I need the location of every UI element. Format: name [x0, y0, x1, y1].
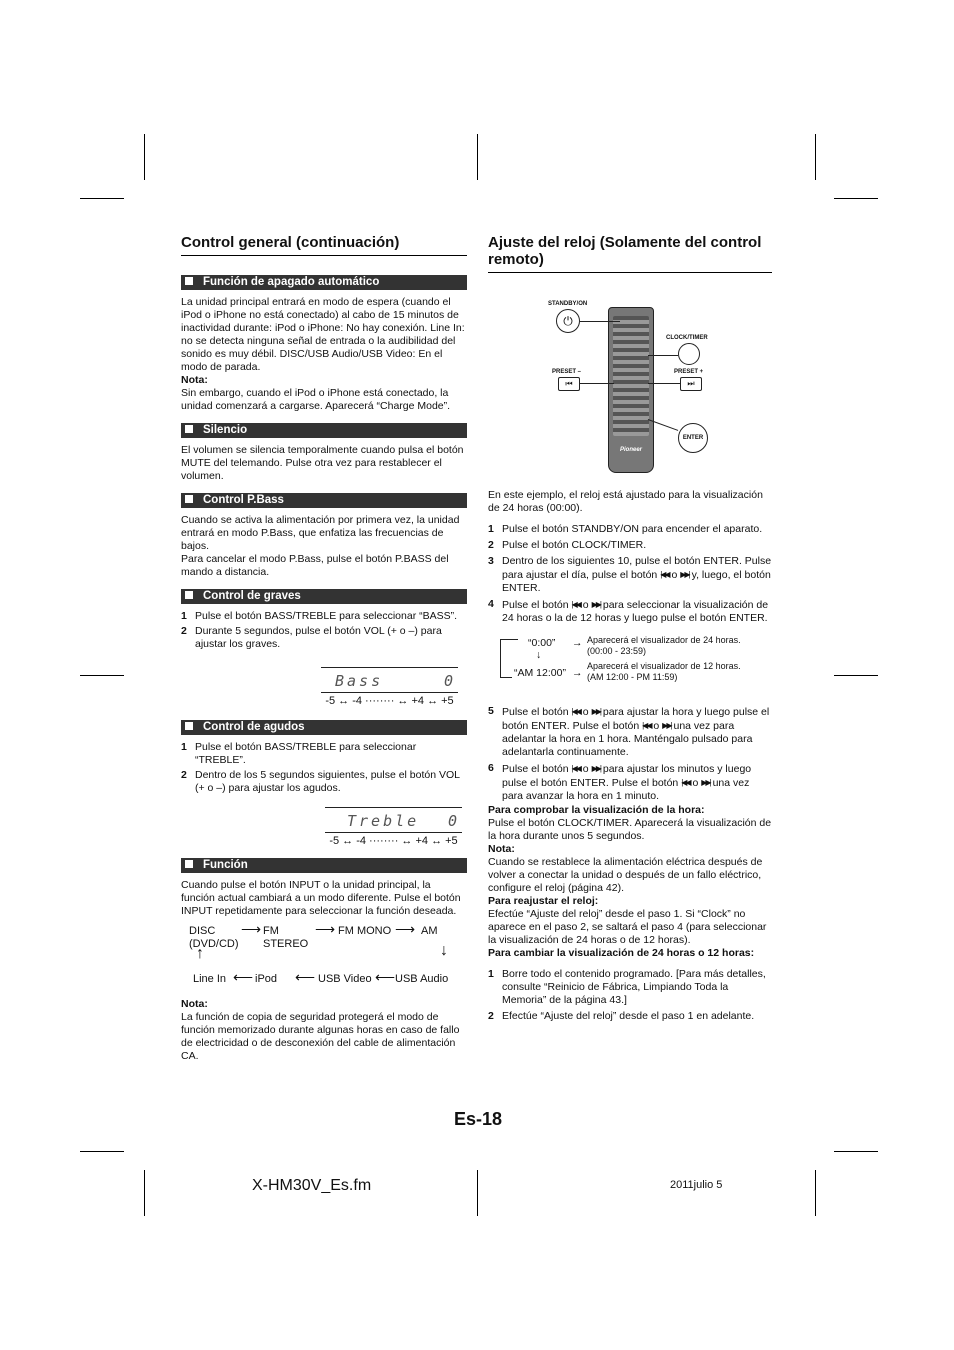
bass-step-2: 2 Durante 5 segundos, pulse el botón VOL (+ o –) para ajustar los graves. [181, 625, 442, 650]
brand-logo: Pioneer [619, 447, 642, 453]
treble-header: Control de agudos [181, 720, 467, 735]
flow-disc: DISC [189, 925, 216, 937]
arrow-down-icon: ↓ [536, 649, 542, 661]
skip-forward-button[interactable]: ⏭ [680, 377, 702, 391]
arrow-left-icon: ⟵ [375, 969, 396, 985]
format-12h-range: (AM 12:00 - PM 11:59) [587, 672, 678, 682]
arrow-left-icon: ⟵ [233, 969, 254, 985]
display-format-diagram [488, 633, 772, 695]
reset-body: Efectúe “Ajuste del reloj” desde el paso 1. Si “Clock” no aparece en el paso 2, se saltará el paso 4 (para seleccionar la visualización de 24 horas o de 12 horas). [488, 908, 767, 946]
treble-scale: -5 ↔ -4 ········ ↔ +4 ↔ +5 [329, 835, 458, 847]
check-label: Para comprobar la visualización de la hora: [488, 804, 705, 816]
crop-mark [144, 134, 145, 180]
flow-linein: Line In [193, 973, 227, 985]
clock-note: Cuando se restablece la alimentación eléctrica después de volver a conectar la unidad o después de un fallo eléctrico, configure el reloj (página 42). [488, 856, 763, 894]
section-title: Ajuste del reloj (Solamente del control remoto) [488, 234, 772, 273]
remote-illustration [488, 299, 772, 479]
pbass-body-2: Para cancelar el modo P.Bass, pulse el botón P.BASS del mando a distancia. [181, 553, 449, 578]
crop-mark [80, 198, 124, 199]
treble-step-2: 2 Dentro de los 5 segundos siguientes, pulse el botón VOL (+ o –) para ajustar los agudos. [181, 769, 460, 794]
arrow-right-icon: → [572, 637, 583, 649]
format-24h-range: (00:00 - 23:59) [587, 646, 647, 656]
clock-step-1: 1 Pulse el botón STANDBY/ON para encender el aparato. [488, 523, 763, 535]
flow-fm-sub: STEREO [263, 938, 309, 950]
skip-back-icon: |◀◀ [681, 778, 690, 787]
skip-forward-icon: ▶▶| [662, 721, 671, 730]
arrow-right-icon: ⟶ [395, 921, 416, 937]
skip-back-button[interactable]: ⏮ [558, 377, 580, 391]
bass-scale: -5 ↔ -4 ········ ↔ +4 ↔ +5 [325, 695, 454, 707]
clock-step-3: 3 Dentro de los siguientes 10, pulse el botón ENTER. Pulse para ajustar el día, pulse el botón |◀◀ o ▶▶| y, luego, el botón ENTER. [488, 555, 772, 594]
note-label: Nota: [488, 843, 515, 855]
crop-mark [815, 134, 816, 180]
skip-forward-icon: ▶▶| [701, 778, 710, 787]
bracket-line [500, 639, 501, 677]
treble-display [325, 807, 462, 848]
left-column [181, 234, 467, 1063]
section-title: Control general (continuación) [181, 234, 467, 256]
auto-off-body: La unidad principal entrará en modo de espera (cuando el iPod o iPhone no está conectado) al cabo de 15 minutos de inactividad durante: iPod o iPhone: No hay conexión. Line In: no se detecta ninguna señal de entrada o la audibilidad del sonido es muy débil. DISC/USB Audio/USB Video: En el modo de parada. [181, 296, 465, 373]
flow-disc-sub: (DVD/CD) [189, 938, 239, 950]
pbass-body: Cuando se activa la alimentación por primera vez, la unidad entrará en modo P.Bass, que enfatiza las frecuencias de bajos. [181, 514, 460, 552]
lcd-panel: Bass 0 [321, 667, 458, 693]
check-body: Pulse el botón CLOCK/TIMER. Aparecerá la visualización de la hora durante unos 5 segundos. [488, 817, 772, 842]
arrow-up-icon: ↑ [196, 945, 204, 962]
flow-usbaudio: USB Audio [395, 973, 449, 985]
note-label: Nota: [181, 374, 208, 386]
treble-step-1: 1 Pulse el botón BASS/TREBLE para seleccionar “TREBLE”. [181, 741, 417, 766]
crop-mark [834, 198, 878, 199]
right-column [488, 234, 772, 1023]
skip-forward-icon: ▶▶| [591, 707, 600, 716]
auto-off-header: Función de apagado automático [181, 275, 467, 290]
bracket-line [500, 677, 512, 678]
pbass-header: Control P.Bass [181, 493, 467, 508]
enter-button[interactable]: ENTER [678, 423, 708, 453]
clock-timer-label: CLOCK/TIMER [666, 335, 708, 341]
callout-line [648, 355, 678, 356]
flow-am: AM [421, 925, 438, 937]
mute-header: Silencio [181, 423, 467, 438]
crop-mark [144, 1170, 145, 1216]
arrow-right-icon: ⟶ [315, 921, 336, 937]
clock-step-4: 4 Pulse el botón |◀◀ o ▶▶| para seleccionar la visualización de 24 horas o la de 12 horas y luego pulse el botón ENTER. [488, 598, 769, 624]
clock-timer-button[interactable] [678, 343, 700, 365]
footer-date: 2011julio 5 [670, 1179, 723, 1191]
mute-body: El volumen se silencia temporalmente cuando pulsa el botón MUTE del telemando. Pulse otra vez para restablecer el volumen. [181, 444, 464, 482]
skip-forward-icon: ▶▶| [680, 570, 689, 579]
crop-mark [834, 675, 878, 676]
bass-display [321, 667, 458, 708]
bass-step-1: 1 Pulse el botón BASS/TREBLE para seleccionar “BASS”. [181, 610, 458, 622]
crop-mark [834, 1151, 878, 1152]
skip-forward-icon: ▶▶| [591, 764, 600, 773]
format-12h: “AM 12:00” [514, 667, 566, 679]
flow-usbvideo: USB Video [318, 973, 372, 985]
crop-mark [80, 1151, 124, 1152]
clock-step-5: 5 Pulse el botón |◀◀ o ▶▶| para ajustar la hora y luego pulse el botón ENTER. Pulse el botón |◀◀ o ▶▶| una vez para adelantar la hora en 1 hora. Manténgalo pulsado para adelantarla continuamente. [488, 705, 770, 758]
remote-body [608, 307, 654, 473]
callout-line [648, 383, 680, 384]
clock-intro: En este ejemplo, el reloj está ajustado para la visualización de 24 horas (00:00). [488, 489, 763, 514]
skip-forward-icon: ▶▶| [591, 600, 600, 609]
clock-step-6: 6 Pulse el botón |◀◀ o ▶▶| para ajustar los minutos y luego pulse el botón ENTER. Pulse el botón |◀◀ o ▶▶| una vez para avanzar la hora en 1 minuto. [488, 762, 752, 802]
function-note: La función de copia de seguridad protegerá el modo de función memorizado durante algunas horas en caso de fallo de electricidad o de desconexión del cable de alimentación CA. [181, 1011, 460, 1062]
format-24h: “0:00” [528, 637, 556, 649]
format-12h-desc: Aparecerá el visualizador de 12 horas. [587, 661, 741, 671]
reset-label: Para reajustar el reloj: [488, 895, 599, 907]
page-number: Es-18 [454, 1109, 503, 1129]
format-24h-desc: Aparecerá el visualizador de 24 horas. [587, 635, 741, 645]
flow-fm: FM [263, 925, 279, 937]
clock-step-2: 2 Pulse el botón CLOCK/TIMER. [488, 539, 647, 551]
crop-mark [815, 1170, 816, 1216]
lcd-panel: Treble 0 [325, 807, 462, 833]
standby-label: STANDBY/ON [548, 301, 588, 307]
change-label: Para cambiar la visualización de 24 horas o 12 horas: [488, 947, 755, 959]
skip-back-icon: |◀◀ [571, 600, 580, 609]
crop-mark [477, 1170, 478, 1216]
change-step-1: 1 Borre todo el contenido programado. [Para más detalles, consulte “Reinicio de Fábrica, Limpiando Toda la Memoria” de la página 43.] [488, 968, 766, 1006]
note-label: Nota: [181, 998, 208, 1010]
bracket-line [500, 639, 518, 640]
crop-mark [477, 134, 478, 180]
change-step-2: 2 Efectúe “Ajuste del reloj” desde el paso 1 en adelante. [488, 1010, 755, 1022]
auto-off-note: Sin embargo, cuando el iPod o iPhone está conectado, la unidad comenzará a cargarse. Aparecerá “Charge Mode”. [181, 387, 451, 412]
skip-back-icon: |◀◀ [660, 570, 669, 579]
preset-plus-label: PRESET + [674, 369, 704, 375]
footer-filename: X-HM30V_Es.fm [252, 1177, 372, 1194]
arrow-right-icon: → [572, 667, 583, 679]
skip-back-icon: |◀◀ [571, 764, 580, 773]
bass-header: Control de graves [181, 589, 467, 604]
preset-minus-label: PRESET – [552, 369, 582, 375]
standby-button[interactable]: ⏻ [556, 309, 580, 333]
flow-ipod: iPod [255, 973, 278, 985]
skip-back-icon: |◀◀ [642, 721, 651, 730]
flow-fmmono: FM MONO [338, 925, 392, 937]
arrow-left-icon: ⟵ [295, 969, 316, 985]
callout-line [580, 321, 620, 322]
skip-back-icon: |◀◀ [571, 707, 580, 716]
callout-line [580, 383, 614, 384]
function-header: Función [181, 858, 467, 873]
function-body: Cuando pulse el botón INPUT o la unidad principal, la función actual cambiará a un modo diferente. Pulse el botón INPUT repetidamente para seleccionar la función deseada. [181, 879, 461, 917]
arrow-down-icon: ↓ [440, 942, 448, 959]
arrow-right-icon: ⟶ [241, 921, 262, 937]
function-flow-diagram [181, 922, 467, 998]
crop-mark [80, 675, 124, 676]
